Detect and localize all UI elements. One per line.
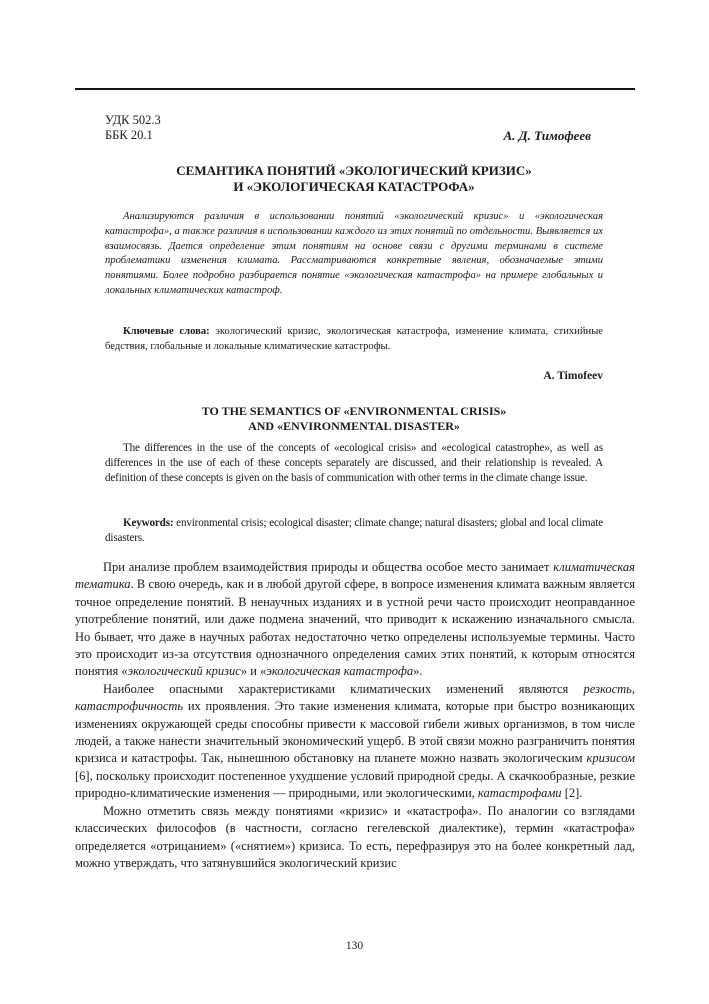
title-en-line-1: TO THE SEMANTICS OF «ENVIRONMENTAL CRISIS» — [201, 404, 507, 418]
bbk-code: ББК 20.1 — [105, 128, 153, 142]
p1-text-2: . В свою очередь, как и в любой другой сфере, в вопросе изменения климата важным является точное определение понятий. В ненаучных изданиях и в устной речи часто происходит неоправданное употребление понятий, или даже подмена значений, что приводит к искажению изначального смысла. Но бывает, что даже в научных работах недостаточно четко определены используемые термины. Часто это происходит из-за отсутствия однозначного определения самих этих понятий, к которым относятся понятия « — [75, 577, 635, 679]
p2-emphasis-3: катастрофами — [477, 786, 562, 801]
p1-text-3: » и « — [240, 664, 267, 679]
p2-text-2: их проявления. Это такие изменения климата, которые при быстро возникающих изменениях окружающей среды способны привести к массовой гибели живых организмов, в том числе людей, а также нанести значительный экономический ущерб. В этой связи можно разграничить понятия кризиса и катастрофы. Так, нынешнюю обстановку на планете можно назвать экологическим — [75, 699, 635, 766]
p2-emphasis-1: резкость, катастрофичность — [75, 681, 635, 714]
keywords-en-label: Keywords: — [123, 517, 174, 529]
p1-emphasis-3: экологическая катастрофа — [266, 664, 414, 679]
article-title-ru — [105, 163, 603, 195]
keywords-ru-text: экологический кризис, экологическая катастрофа, изменение климата, стихийные бедствия, глобальные и локальные климатические катастрофы. — [105, 326, 604, 352]
keywords-ru-label: Ключевые слова: — [123, 326, 210, 337]
page-number: 130 — [345, 940, 364, 952]
keywords-en-text: environmental crisis; ecological disaster; climate change; natural disasters; global and local climate disasters. — [105, 517, 603, 544]
p1-emphasis-2: экологический кризис — [127, 664, 241, 679]
article-body — [75, 559, 635, 872]
bbk-author-row — [105, 128, 603, 143]
title-ru-line-1: СЕМАНТИКА ПОНЯТИЙ «ЭКОЛОГИЧЕСКИЙ КРИЗИС» — [176, 163, 532, 178]
abstract-en: The differences in the use of the concepts of «ecological crisis» and «ecological catastrophe», as well as differences in the use of each of these concepts separately are discussed, and their relationship is revealed. A definition of these concepts is given on the basis of communication with other terms in the climate change issue. — [105, 442, 603, 484]
title-en-line-2: AND «ENVIRONMENTAL DISASTER» — [248, 419, 460, 433]
body-paragraph-3: Можно отметить связь между понятиями «кризис» и «катастрофа». По аналогии со взглядами классических философов (в частности, согласно гегелевской диалектике), термин «катастрофа» определяется «отрицанием» («снятием») кризиса. То есть, перефразируя это на более конкретный лад, можно утверждать, что затянувшийся экологический кризис — [75, 803, 635, 870]
keywords-en — [105, 516, 603, 546]
abstract-ru: Анализируются различия в использовании понятий «экологический кризис» и «экологическая катастрофа», а также различия в использовании каждого из этих понятий по отдельности. Выявляется их взаимосвязь. Дается определение этим понятиям на основе связи с другими терминами в системе проблематики изменения климата. Рассматриваются конкретные явления, обозначаемые этими понятиями. Более подробно разбирается понятие «экологическая катастрофа» на примере глобальных и локальных климатических катастроф. — [105, 211, 603, 296]
udk-code: УДК 502.3 — [105, 113, 161, 127]
article-title-en — [105, 404, 603, 434]
header-rule — [75, 88, 635, 90]
body-paragraph-2 — [75, 681, 635, 803]
p1-emphasis-1: климатическая тематика — [75, 560, 635, 592]
keywords-ru — [105, 325, 603, 355]
p1-text-1: При анализе проблем взаимодействия природы и общества особое место занимает — [103, 560, 554, 574]
p2-text-1: Наиболее опасными характеристиками климатических изменений являются — [103, 681, 584, 696]
p2-emphasis-2: кризисом — [586, 751, 635, 766]
p2-text-4: [2]. — [561, 786, 583, 801]
author-name-en: A. Timofeev — [543, 370, 603, 382]
classification-block — [105, 113, 603, 143]
p1-text-4: ». — [413, 664, 423, 679]
author-name-ru: А. Д. Тимофеев — [503, 128, 591, 143]
body-paragraph-1 — [75, 559, 635, 681]
title-ru-line-2: И «ЭКОЛОГИЧЕСКАЯ КАТАСТРОФА» — [233, 179, 475, 194]
p2-text-3: [6], поскольку происходит постепенное ухудшение условий природной среды. А скачкообразные, резкие природно-климатические изменения — природными, или экологическими, — [75, 768, 635, 801]
